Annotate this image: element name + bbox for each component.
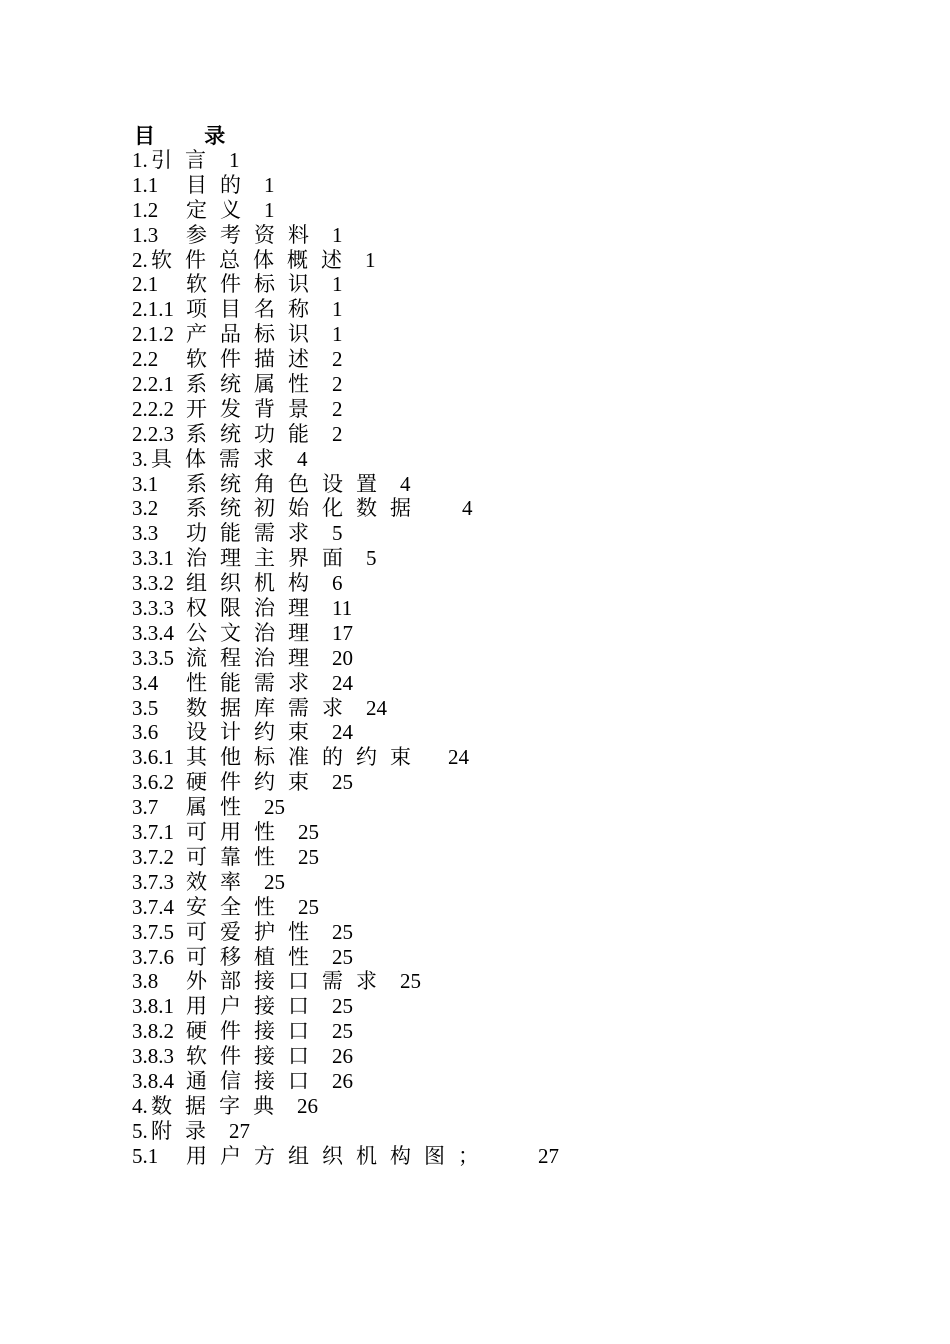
- toc-entry-page-number: 25: [332, 944, 353, 969]
- toc-entry-number: 3.5: [132, 695, 159, 720]
- toc-entry[interactable]: [132, 272, 559, 297]
- toc-entry-page-number: 25: [298, 844, 319, 869]
- toc-entry-page-number: 20: [332, 645, 353, 670]
- toc-entry[interactable]: [132, 173, 559, 198]
- toc-entry-number: 3.8.1: [132, 994, 174, 1019]
- toc-entry-title: 属性: [186, 795, 254, 820]
- toc-entry-title: 目的: [186, 172, 254, 197]
- toc-entry-page-number: 1: [365, 247, 376, 272]
- toc-entry[interactable]: [132, 895, 559, 920]
- toc-entry[interactable]: [132, 372, 559, 397]
- toc-entry-page-number: 1: [332, 222, 343, 247]
- toc-entry-number: 2.: [132, 247, 148, 272]
- toc-entry-number: 3.8.4: [132, 1068, 174, 1093]
- toc-entry-page-number: 6: [332, 571, 343, 596]
- toc-entry-title: 软件接口: [186, 1044, 322, 1069]
- toc-entry-title: 软件描述: [186, 347, 322, 372]
- toc-entry-title: 治理主界面: [186, 546, 356, 571]
- toc-entry[interactable]: [132, 248, 559, 273]
- toc-entry-page-number: 26: [332, 1068, 353, 1093]
- toc-entry-title: 硬件约束: [186, 770, 322, 795]
- toc-entry[interactable]: [132, 720, 559, 745]
- toc-entry[interactable]: [132, 671, 559, 696]
- toc-entry-title: 性能需求: [186, 670, 322, 695]
- toc-entry-number: 2.2: [132, 347, 159, 372]
- toc-entry[interactable]: [132, 297, 559, 322]
- toc-entry-title: 通信接口: [186, 1068, 322, 1093]
- toc-entry-number: 3.8.3: [132, 1044, 174, 1069]
- toc-entry-page-number: 1: [332, 272, 343, 297]
- toc-entry-title: 软件总体概述: [151, 247, 355, 272]
- toc-entry[interactable]: [132, 646, 559, 671]
- toc-entry-page-number: 24: [332, 670, 353, 695]
- toc-entry-page-number: 27: [229, 1118, 250, 1143]
- toc-entry-page-number: 17: [332, 620, 353, 645]
- toc-entry-title: 系统角色设置: [186, 471, 390, 496]
- toc-entry[interactable]: [132, 1144, 559, 1169]
- toc-entry-page-number: 25: [332, 1019, 353, 1044]
- toc-entry-title: 数据库需求: [186, 695, 356, 720]
- toc-entry-page-number: 25: [332, 919, 353, 944]
- toc-entry-page-number: 2: [332, 421, 343, 446]
- toc-entry[interactable]: [132, 1044, 559, 1069]
- toc-entry[interactable]: [132, 621, 559, 646]
- toc-entry-number: 3.7: [132, 795, 159, 820]
- toc-entry-number: 3.3: [132, 521, 159, 546]
- toc-entry-number: 2.1.2: [132, 322, 174, 347]
- toc-entry-title: 项目名称: [186, 297, 322, 322]
- toc-entry[interactable]: [132, 496, 559, 521]
- toc-entry-title: 定义: [186, 197, 254, 222]
- toc-entry-title: 硬件接口: [186, 1019, 322, 1044]
- toc-entry[interactable]: [132, 397, 559, 422]
- toc-entry-page-number: 26: [297, 1093, 318, 1118]
- toc-entry-title: 数据字典: [151, 1093, 287, 1118]
- toc-entry-number: 2.1: [132, 272, 159, 297]
- toc-entry-title: 权限治理: [186, 596, 322, 621]
- toc-entry-title: 引言: [151, 148, 219, 172]
- toc-entry[interactable]: [132, 696, 559, 721]
- toc-entry-number: 1.2: [132, 197, 159, 222]
- toc-entry[interactable]: [132, 447, 559, 472]
- toc-entry[interactable]: [132, 945, 559, 970]
- toc-entry-title: 效率: [186, 869, 254, 894]
- toc-entry-title: 开发背景: [186, 396, 322, 421]
- toc-entry[interactable]: [132, 1119, 559, 1144]
- toc-entry[interactable]: [132, 198, 559, 223]
- toc-entry-page-number: 2: [332, 372, 343, 397]
- toc-entry[interactable]: [132, 596, 559, 621]
- toc-entry-page-number: 25: [400, 969, 421, 994]
- toc-entry[interactable]: [132, 521, 559, 546]
- toc-entry-page-number: 26: [332, 1044, 353, 1069]
- toc-entry[interactable]: [132, 148, 559, 173]
- toc-entry[interactable]: [132, 820, 559, 845]
- toc-entry-page-number: 25: [264, 795, 285, 820]
- toc-entry[interactable]: [132, 1069, 559, 1094]
- toc-entry-page-number: 25: [332, 770, 353, 795]
- toc-entry-page-number: 27: [538, 1143, 559, 1168]
- toc-entry[interactable]: [132, 994, 559, 1019]
- toc-entry-number: 3.3.1: [132, 546, 174, 571]
- toc-entry-number: 3.6: [132, 720, 159, 745]
- toc-entry[interactable]: [132, 472, 559, 497]
- toc-entry-number: 3.4: [132, 670, 159, 695]
- toc-entry-title: 可用性: [186, 820, 288, 845]
- toc-entry-page-number: 24: [332, 720, 353, 745]
- toc-entry-number: 3.7.4: [132, 894, 174, 919]
- toc-entry-title: 参考资料: [186, 222, 322, 247]
- toc-entry-page-number: 5: [366, 546, 377, 571]
- toc-entry[interactable]: [132, 770, 559, 795]
- toc-entry-page-number: 25: [298, 894, 319, 919]
- toc-entry-number: 3.3.3: [132, 596, 174, 621]
- toc-entry[interactable]: [132, 347, 559, 372]
- toc-entry[interactable]: [132, 546, 559, 571]
- toc-entry-page-number: 24: [448, 745, 469, 770]
- toc-entry-number: 3.1: [132, 471, 159, 496]
- toc-entry-page-number: 1: [332, 322, 343, 347]
- toc-entry-title: 组织机构: [186, 571, 322, 596]
- toc-list: [132, 148, 559, 1169]
- toc-entry-number: 2.1.1: [132, 297, 174, 322]
- toc-entry-title: 附录: [151, 1118, 219, 1143]
- toc-entry-number: 5.: [132, 1118, 148, 1143]
- toc-entry-page-number: 1: [264, 172, 275, 197]
- toc-entry-number: 3.7.1: [132, 820, 174, 845]
- toc-entry-number: 1.: [132, 148, 148, 172]
- toc-entry-number: 1.1: [132, 172, 159, 197]
- toc-entry-page-number: 24: [366, 695, 387, 720]
- toc-entry-page-number: 11: [332, 596, 353, 621]
- toc-entry-title: 产品标识: [186, 322, 322, 347]
- toc-entry-page-number: 2: [332, 396, 343, 421]
- toc-entry-page-number: 25: [264, 869, 285, 894]
- toc-entry-page-number: 5: [332, 521, 343, 546]
- toc-entry[interactable]: [132, 870, 559, 895]
- toc-entry-title: 系统功能: [186, 421, 322, 446]
- toc-entry-title: 系统属性: [186, 372, 322, 397]
- toc-entry-number: 3.8.2: [132, 1019, 174, 1044]
- toc-entry[interactable]: [132, 969, 559, 994]
- toc-entry-number: 3.2: [132, 496, 159, 521]
- toc-entry[interactable]: [132, 322, 559, 347]
- toc-entry-number: 2.2.1: [132, 372, 174, 397]
- toc-entry-number: 3.7.6: [132, 944, 174, 969]
- toc-entry-page-number: 4: [297, 446, 308, 471]
- toc-entry-number: 2.2.3: [132, 421, 174, 446]
- toc-entry-number: 3.3.4: [132, 620, 174, 645]
- toc-entry-page-number: 4: [400, 471, 411, 496]
- toc-entry-title: 外部接口需求: [186, 969, 390, 994]
- toc-entry[interactable]: [132, 571, 559, 596]
- toc-entry-number: 3.6.1: [132, 745, 174, 770]
- toc-entry-number: 3.8: [132, 969, 159, 994]
- toc-entry[interactable]: [132, 422, 559, 447]
- toc-entry-title: 功能需求: [186, 521, 322, 546]
- toc-entry-page-number: 2: [332, 347, 343, 372]
- toc-entry-page-number: 25: [332, 994, 353, 1019]
- toc-entry-title: 流程治理: [186, 645, 322, 670]
- toc-entry-number: 3.7.2: [132, 844, 174, 869]
- toc-entry-number: 5.1: [132, 1143, 159, 1168]
- toc-entry[interactable]: [132, 223, 559, 248]
- toc-entry-number: 1.3: [132, 222, 159, 247]
- toc-entry[interactable]: [132, 1094, 559, 1119]
- toc-entry[interactable]: [132, 745, 559, 770]
- toc-entry-title: 其他标准的约束: [186, 745, 424, 770]
- toc-entry-title: 可靠性: [186, 844, 288, 869]
- toc-entry-title: 具体需求: [151, 446, 287, 471]
- toc-title: 目 录: [134, 124, 248, 148]
- toc-entry-number: 3.3.5: [132, 645, 174, 670]
- toc-entry[interactable]: [132, 795, 559, 820]
- toc-entry-page-number: 1: [264, 197, 275, 222]
- toc-entry-title: 用户接口: [186, 994, 322, 1019]
- toc-entry-number: 3.3.2: [132, 571, 174, 596]
- toc-entry-title: 用户方组织机构图；: [186, 1143, 492, 1168]
- toc-entry-title: 公文治理: [186, 620, 322, 645]
- toc-entry-number: 3.6.2: [132, 770, 174, 795]
- toc-entry[interactable]: [132, 920, 559, 945]
- toc-entry-page-number: 1: [229, 148, 240, 172]
- toc-entry[interactable]: [132, 1019, 559, 1044]
- toc-entry-number: 3.7.5: [132, 919, 174, 944]
- toc-entry-title: 系统初始化数据: [186, 496, 424, 521]
- toc-entry-title: 设计约束: [186, 720, 322, 745]
- toc-entry-number: 2.2.2: [132, 396, 174, 421]
- toc-entry-page-number: 25: [298, 820, 319, 845]
- toc-entry-title: 安全性: [186, 894, 288, 919]
- toc-entry-page-number: 4: [462, 496, 473, 521]
- toc-entry-title: 可爱护性: [186, 919, 322, 944]
- toc-entry-title: 软件标识: [186, 272, 322, 297]
- toc-entry-number: 3.7.3: [132, 869, 174, 894]
- toc-entry[interactable]: [132, 845, 559, 870]
- toc-entry-number: 3.: [132, 446, 148, 471]
- toc-entry-page-number: 1: [332, 297, 343, 322]
- toc-entry-title: 可移植性: [186, 944, 322, 969]
- toc-entry-number: 4.: [132, 1093, 148, 1118]
